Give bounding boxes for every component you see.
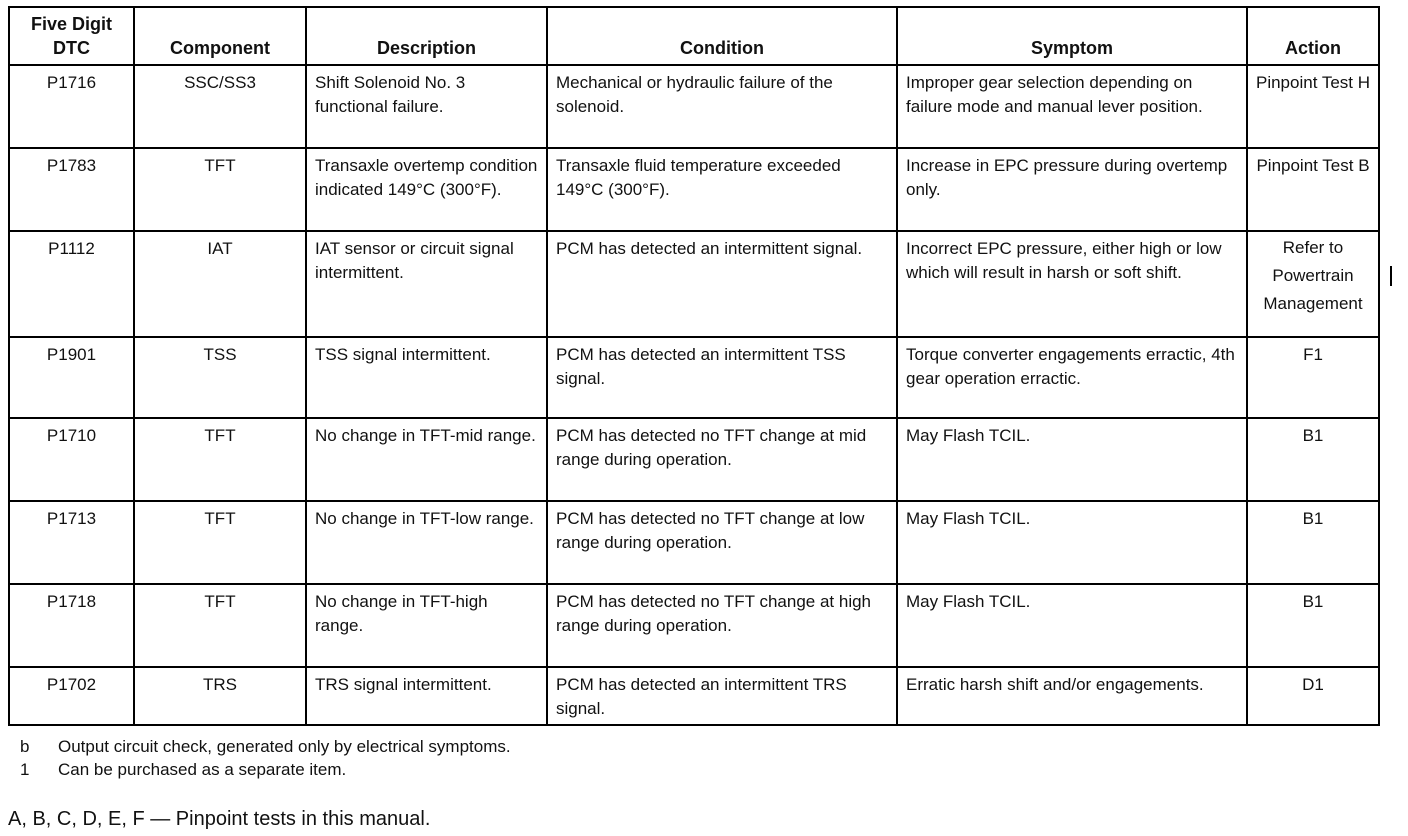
- cell-action: B1: [1247, 418, 1379, 501]
- header-component: Component: [134, 7, 306, 65]
- cell-description: TRS signal intermittent.: [306, 667, 547, 725]
- cell-component: TFT: [134, 148, 306, 231]
- cell-dtc: P1783: [9, 148, 134, 231]
- cell-condition: PCM has detected no TFT change at mid range during operation.: [547, 418, 897, 501]
- cell-condition: Transaxle fluid temperature exceeded 149°C (300°F).: [547, 148, 897, 231]
- cell-dtc: P1901: [9, 337, 134, 418]
- cell-symptom: May Flash TCIL.: [897, 501, 1247, 584]
- cell-symptom: Torque converter engagements erractic, 4th gear operation erractic.: [897, 337, 1247, 418]
- header-description: Description: [306, 7, 547, 65]
- header-dtc: Five Digit DTC: [9, 7, 134, 65]
- cell-dtc: P1713: [9, 501, 134, 584]
- footnote-item: [20, 758, 511, 781]
- table-row: [9, 501, 1379, 584]
- cell-condition: PCM has detected an intermittent TRS signal.: [547, 667, 897, 725]
- footnote-item: [20, 735, 511, 758]
- cell-condition: PCM has detected no TFT change at high range during operation.: [547, 584, 897, 667]
- cell-action: F1: [1247, 337, 1379, 418]
- dtc-table: [8, 6, 1380, 726]
- cell-dtc: P1702: [9, 667, 134, 725]
- cell-action: Pinpoint Test H: [1247, 65, 1379, 148]
- table-row: [9, 418, 1379, 501]
- cell-component: TSS: [134, 337, 306, 418]
- cell-condition: PCM has detected an intermittent TSS signal.: [547, 337, 897, 418]
- cell-symptom: Erratic harsh shift and/or engagements.: [897, 667, 1247, 725]
- cell-symptom: Incorrect EPC pressure, either high or low which will result in harsh or soft shift.: [897, 231, 1247, 337]
- cell-dtc: P1716: [9, 65, 134, 148]
- cell-description: Transaxle overtemp condition indicated 149°C (300°F).: [306, 148, 547, 231]
- cell-condition: PCM has detected an intermittent signal.: [547, 231, 897, 337]
- cell-condition: PCM has detected no TFT change at low range during operation.: [547, 501, 897, 584]
- table-row: [9, 337, 1379, 418]
- cell-description: Shift Solenoid No. 3 functional failure.: [306, 65, 547, 148]
- footnotes: [20, 735, 511, 781]
- footnote-text: Output circuit check, generated only by electrical symptoms.: [58, 737, 511, 756]
- cell-description: TSS signal intermittent.: [306, 337, 547, 418]
- header-row: [9, 7, 1379, 65]
- cell-symptom: May Flash TCIL.: [897, 584, 1247, 667]
- cell-condition: Mechanical or hydraulic failure of the solenoid.: [547, 65, 897, 148]
- cell-action: D1: [1247, 667, 1379, 725]
- cell-component: IAT: [134, 231, 306, 337]
- cell-symptom: May Flash TCIL.: [897, 418, 1247, 501]
- header-action: Action: [1247, 7, 1379, 65]
- cell-description: No change in TFT-high range.: [306, 584, 547, 667]
- cell-symptom: Improper gear selection depending on failure mode and manual lever position.: [897, 65, 1247, 148]
- table-row: [9, 231, 1379, 337]
- cell-component: TRS: [134, 667, 306, 725]
- pinpoint-legend: A, B, C, D, E, F — Pinpoint tests in this manual.: [8, 808, 431, 830]
- footnote-text: Can be purchased as a separate item.: [58, 760, 347, 779]
- table-row: [9, 65, 1379, 148]
- margin-tick-mark: [1390, 266, 1392, 286]
- cell-component: SSC/SS3: [134, 65, 306, 148]
- cell-action: Pinpoint Test B: [1247, 148, 1379, 231]
- cell-description: No change in TFT-low range.: [306, 501, 547, 584]
- cell-description: No change in TFT-mid range.: [306, 418, 547, 501]
- header-symptom: Symptom: [897, 7, 1247, 65]
- cell-dtc: P1112: [9, 231, 134, 337]
- cell-component: TFT: [134, 584, 306, 667]
- table-row: [9, 584, 1379, 667]
- table-row: [9, 148, 1379, 231]
- cell-component: TFT: [134, 418, 306, 501]
- footnote-mark: 1: [20, 760, 30, 779]
- header-condition: Condition: [547, 7, 897, 65]
- cell-dtc: P1710: [9, 418, 134, 501]
- cell-symptom: Increase in EPC pressure during overtemp only.: [897, 148, 1247, 231]
- cell-dtc: P1718: [9, 584, 134, 667]
- table-row: [9, 667, 1379, 725]
- cell-action: B1: [1247, 584, 1379, 667]
- footnote-mark: b: [20, 737, 30, 756]
- cell-action: Refer to Powertrain Management: [1247, 231, 1379, 337]
- cell-component: TFT: [134, 501, 306, 584]
- cell-action: B1: [1247, 501, 1379, 584]
- cell-description: IAT sensor or circuit signal intermittent.: [306, 231, 547, 337]
